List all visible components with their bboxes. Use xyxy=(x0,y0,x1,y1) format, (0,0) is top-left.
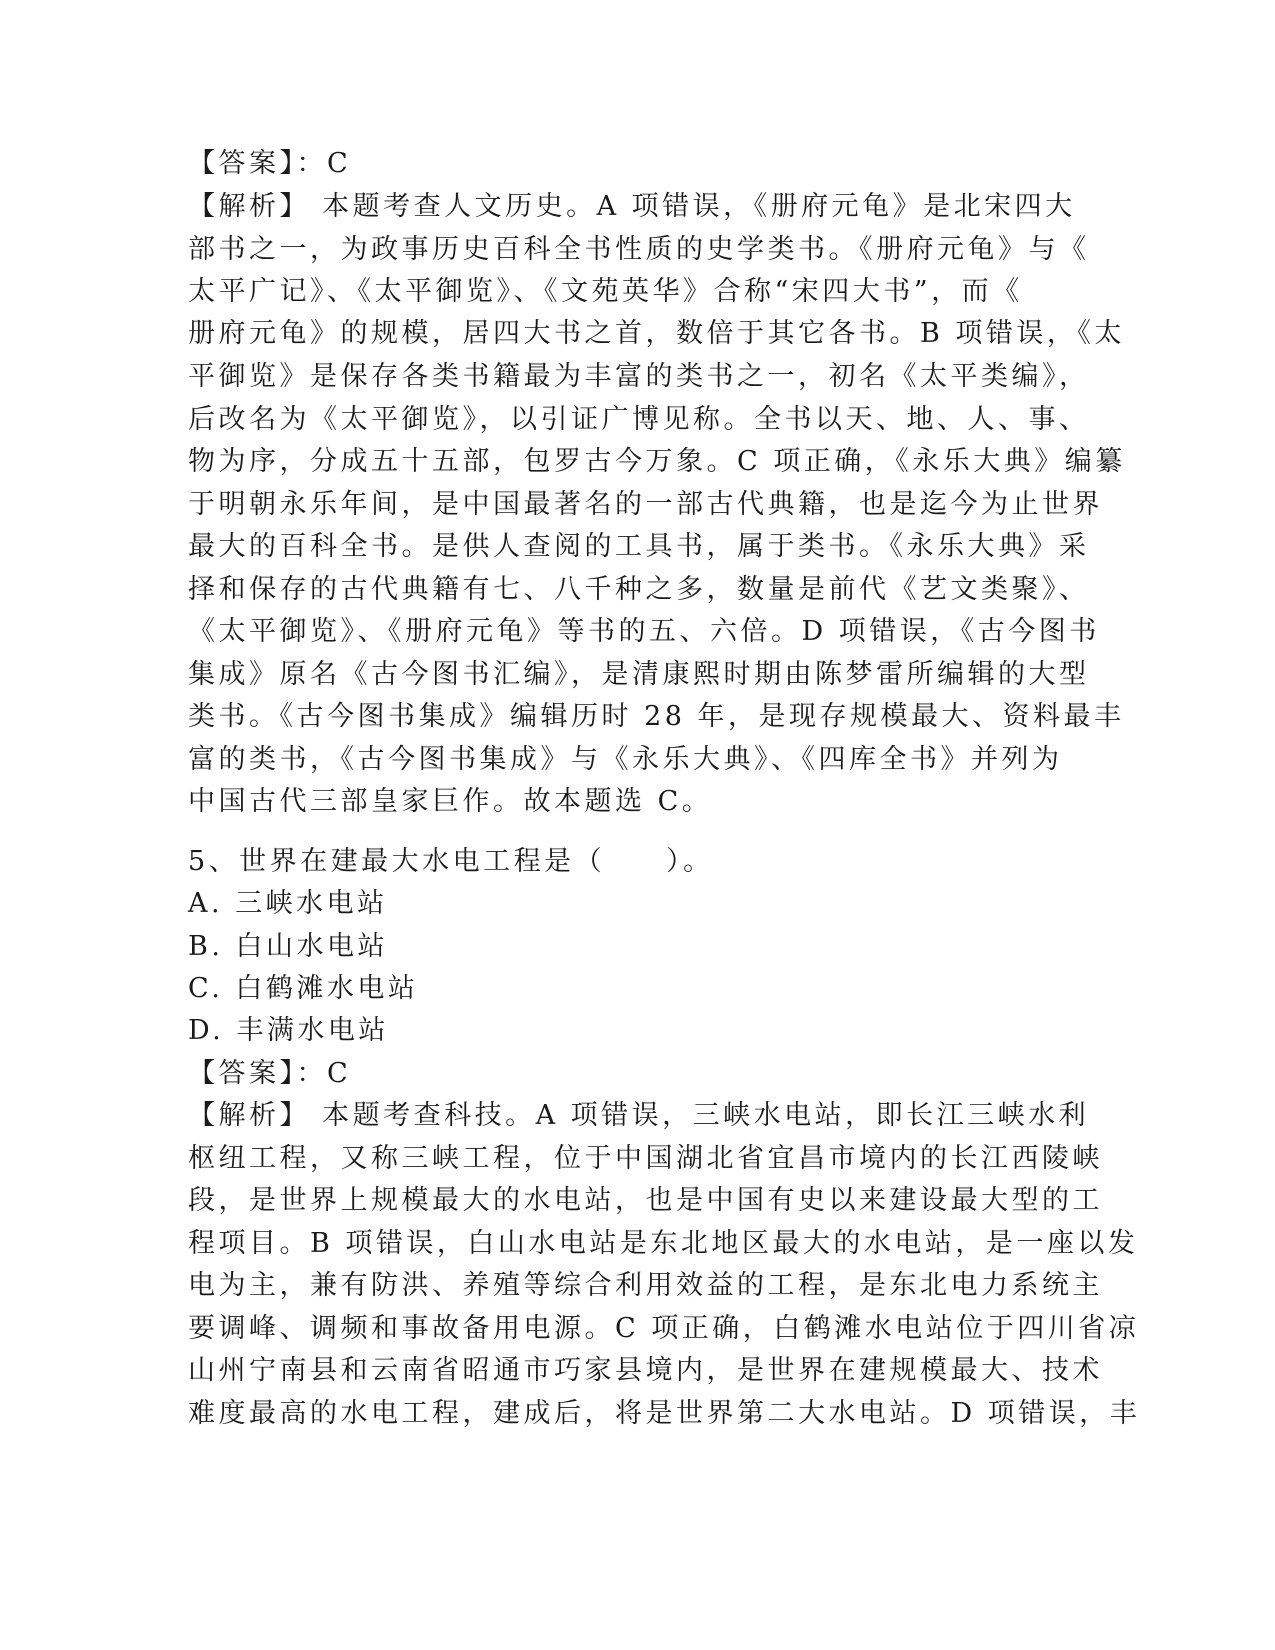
analysis-line: 最大的百科全书。是供人查阅的工具书，属于类书。《永乐大典》采 xyxy=(188,531,1090,562)
analysis-line: 要调峰、调频和事故备用电源。C 项正确，白鹤滩水电站位于四川省凉 xyxy=(188,1313,1140,1344)
option-a: A. 三峡水电站 xyxy=(188,888,388,919)
analysis-line: 册府元龟》的规模，居四大书之首，数倍于其它各书。B 项错误，《太 xyxy=(188,318,1125,349)
question-stem: 5、世界在建最大水电工程是（ ）。 xyxy=(188,846,714,877)
analysis-line: 于明朝永乐年间，是中国最著名的一部古代典籍，也是迄今为止世界 xyxy=(188,489,1103,520)
analysis-line: 枢纽工程，又称三峡工程，位于中国湖北省宜昌市境内的长江西陵峡 xyxy=(188,1143,1103,1174)
answer-line: 【答案】：C xyxy=(188,148,352,179)
analysis-line: 程项目。B 项错误，白山水电站是东北地区最大的水电站，是一座以发 xyxy=(188,1228,1139,1259)
option-c: C. 白鹤滩水电站 xyxy=(188,973,419,1004)
analysis-line: 难度最高的水电工程，建成后，将是世界第二大水电站。D 项错误，丰 xyxy=(188,1398,1141,1429)
analysis-line: 段，是世界上规模最大的水电站，也是中国有史以来建设最大型的工 xyxy=(188,1185,1103,1216)
analysis-line: 物为序，分成五十五部，包罗古今万象。C 项正确，《永乐大典》编纂 xyxy=(188,446,1126,477)
analysis-line: 富的类书，《古今图书集成》与《永乐大典》、《四库全书》并列为 xyxy=(188,744,1063,775)
analysis-line: 【解析】 本题考查科技。A 项错误，三峡水电站，即长江三峡水利 xyxy=(188,1100,1090,1131)
analysis-line: 平御览》是保存各类书籍最为丰富的类书之一，初名《太平类编》， xyxy=(188,361,1090,392)
answer-line: 【答案】：C xyxy=(188,1058,352,1089)
analysis-line: 太平广记》、《太平御览》、《文苑英华》合称“宋四大书”，而《 xyxy=(188,276,1023,307)
option-b: B. 白山水电站 xyxy=(188,931,389,962)
analysis-line: 集成》原名《古今图书汇编》，是清康熙时期由陈梦雷所编辑的大型 xyxy=(188,659,1090,690)
analysis-line: 择和保存的古代典籍有七、八千种之多，数量是前代《艺文类聚》、 xyxy=(188,574,1090,605)
analysis-line: 【解析】 本题考查人文历史。A 项错误，《册府元龟》是北宋四大 xyxy=(188,191,1076,222)
analysis-line: 电为主，兼有防洪、养殖等综合利用效益的工程，是东北电力系统主 xyxy=(188,1270,1103,1301)
option-d: D. 丰满水电站 xyxy=(188,1015,389,1046)
analysis-line: 后改名为《太平御览》，以引证广博见称。全书以天、地、人、事、 xyxy=(188,404,1090,435)
analysis-line: 山州宁南县和云南省昭通市巧家县境内，是世界在建规模最大、技术 xyxy=(188,1355,1103,1386)
analysis-line: 部书之一，为政事历史百科全书性质的史学类书。《册府元龟》与《 xyxy=(188,234,1090,265)
analysis-line: 《太平御览》、《册府元龟》等书的五、六倍。D 项错误，《古今图书 xyxy=(188,616,1100,647)
analysis-line: 类书。《古今图书集成》编辑历时 28 年，是现存规模最大、资料最丰 xyxy=(188,701,1125,732)
analysis-line: 中国古代三部皇家巨作。故本题选 C。 xyxy=(188,786,713,817)
